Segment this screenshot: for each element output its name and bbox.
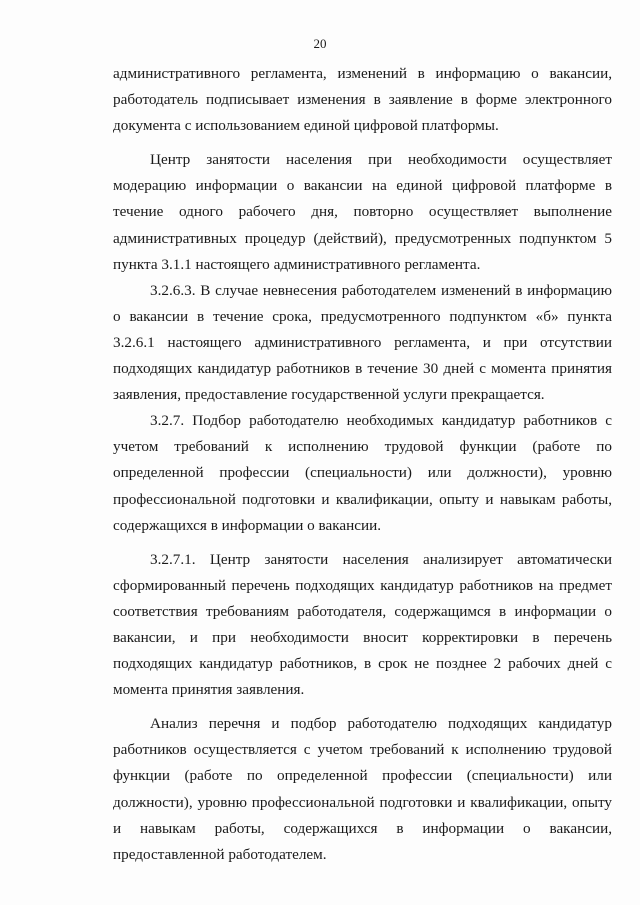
- page-number: 20: [313, 36, 327, 51]
- paragraph-continuation: административного регламента, изменений в информацию о вакансии, работодатель подписывает изменения в заявление в форме электронного документа с использованием единой цифровой платформы.: [113, 65, 612, 135]
- paragraph-3-2-7: 3.2.7. Подбор работодателю необходимых кандидатур работников с учетом требований к исполнению трудовой функции (работе по определенной профессии (специальности) или должности), уровню профессиональной подготовки и квалификации, опыту и навыкам работы, содержащихся в информации о вакансии.: [113, 412, 612, 534]
- paragraph-moderation: Центр занятости населения при необходимости осуществляет модерацию информации о вакансии на единой цифровой платформе в течение одного рабочего дня, повторно осуществляет выполнение административных процедур (действий), предусмотренных подпунктом 5 пункта 3.1.1 настоящего административного регламента.: [113, 151, 612, 273]
- paragraph-3-2-7-1: 3.2.7.1. Центр занятости населения анализирует автоматически сформированный перечень подходящих кандидатур работников на предмет соответствия требованиям работодателя, содержащимся в информации о вакансии, и при необходимости вносит корректировки в перечень подходящих кандидатур работников, в срок не позднее 2 рабочих дней с момента принятия заявления.: [113, 550, 612, 699]
- paragraph-analysis: Анализ перечня и подбор работодателю подходящих кандидатур работников осуществляется с учетом требований к исполнению трудовой функции (работе по определенной профессии (специальности) или должности), уровню профессиональной подготовки и квалификации, опыту и навыкам работы, содержащихся в информации о вакансии, предоставленной работодателем.: [113, 715, 612, 863]
- document-body: [113, 61, 612, 868]
- paragraph-3-2-6-3: 3.2.6.3. В случае невнесения работодателем изменений в информацию о вакансии в течение срока, предусмотренного подпунктом «б» пункта 3.2.6.1 настоящего административного регламента, и при отсутствии подходящих кандидатур работников в течение 30 дней с момента принятия заявления, предоставление государственной услуги прекращается.: [113, 281, 612, 404]
